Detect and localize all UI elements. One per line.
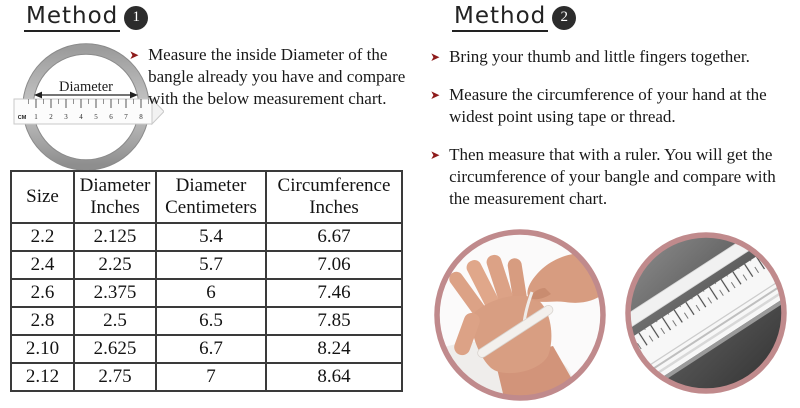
method-2-title: Method bbox=[452, 3, 548, 32]
table-cell: 2.375 bbox=[74, 279, 156, 307]
column-header-size: Size bbox=[11, 171, 74, 223]
ruler-number: 1 bbox=[34, 113, 38, 121]
method-2-number-badge-icon: 2 bbox=[552, 6, 576, 30]
arrow-bullet-icon: ➤ bbox=[129, 48, 140, 62]
diameter-arrow-icon bbox=[34, 79, 138, 98]
method-1-title: Method bbox=[24, 3, 120, 32]
ruler-number: 8 bbox=[139, 113, 143, 121]
arrow-bullet-icon: ➤ bbox=[430, 148, 441, 163]
table-cell: 2.4 bbox=[11, 251, 74, 279]
table-row bbox=[11, 307, 402, 335]
table-cell: 6.5 bbox=[156, 307, 266, 335]
table-cell: 6 bbox=[156, 279, 266, 307]
method-2-instruction-3: ➤ Then measure that with a ruler. You will get the circumference of your bangle and compare with the measurement chart. bbox=[430, 144, 800, 210]
arrow-bullet-icon: ➤ bbox=[430, 88, 441, 103]
diameter-label: Diameter bbox=[59, 79, 113, 95]
ruler-number: 5 bbox=[94, 113, 98, 121]
column-header-diameter-centimeters: Diameter Centimeters bbox=[156, 171, 266, 223]
method-1-instruction-text: Measure the inside Diameter of the bangle already you have and compare with the below measurement chart. bbox=[148, 45, 406, 109]
table-cell: 2.8 bbox=[11, 307, 74, 335]
table-cell: 2.6 bbox=[11, 279, 74, 307]
table-cell: 7 bbox=[156, 363, 266, 391]
table-row bbox=[11, 279, 402, 307]
table-cell: 8.24 bbox=[266, 335, 402, 363]
method-1-number-badge-icon: 1 bbox=[124, 6, 148, 30]
method-2-heading bbox=[452, 3, 576, 32]
table-cell: 5.7 bbox=[156, 251, 266, 279]
arrow-bullet-icon: ➤ bbox=[430, 50, 441, 64]
table-row bbox=[11, 335, 402, 363]
ruler-photo bbox=[624, 231, 788, 395]
table-cell: 5.4 bbox=[156, 223, 266, 251]
table-row bbox=[11, 223, 402, 251]
method-2-instruction-2: ➤ Measure the circumference of your hand at the widest point using tape or thread. bbox=[430, 84, 800, 128]
size-chart-table bbox=[10, 170, 403, 392]
column-header-diameter-inches: Diameter Inches bbox=[74, 171, 156, 223]
table-header-row bbox=[11, 171, 402, 223]
hands-thread-photo bbox=[433, 228, 607, 402]
method-1-heading bbox=[24, 3, 148, 32]
ruler-number: 3 bbox=[64, 113, 68, 121]
method-1-instruction bbox=[129, 44, 421, 110]
table-cell: 2.2 bbox=[11, 223, 74, 251]
table-cell: 6.67 bbox=[266, 223, 402, 251]
table-cell: 2.125 bbox=[74, 223, 156, 251]
table-cell: 2.5 bbox=[74, 307, 156, 335]
table-cell: 8.64 bbox=[266, 363, 402, 391]
method-2-instruction-1: ➤ Bring your thumb and little fingers together. bbox=[430, 46, 800, 68]
ruler-number: 2 bbox=[49, 113, 53, 121]
table-cell: 7.85 bbox=[266, 307, 402, 335]
table-row bbox=[11, 363, 402, 391]
ruler-number: 4 bbox=[79, 113, 83, 121]
ruler-unit-label: CM bbox=[17, 115, 27, 121]
table-cell: 7.46 bbox=[266, 279, 402, 307]
table-cell: 7.06 bbox=[266, 251, 402, 279]
table-cell: 2.25 bbox=[74, 251, 156, 279]
method-2-instructions bbox=[430, 46, 800, 211]
table-row bbox=[11, 251, 402, 279]
column-header-circumference-inches: Circumference Inches bbox=[266, 171, 402, 223]
table-cell: 6.7 bbox=[156, 335, 266, 363]
table-cell: 2.625 bbox=[74, 335, 156, 363]
ruler-number: 6 bbox=[109, 113, 113, 121]
table-cell: 2.75 bbox=[74, 363, 156, 391]
table-cell: 2.12 bbox=[11, 363, 74, 391]
table-cell: 2.10 bbox=[11, 335, 74, 363]
ruler-number: 7 bbox=[124, 113, 128, 121]
